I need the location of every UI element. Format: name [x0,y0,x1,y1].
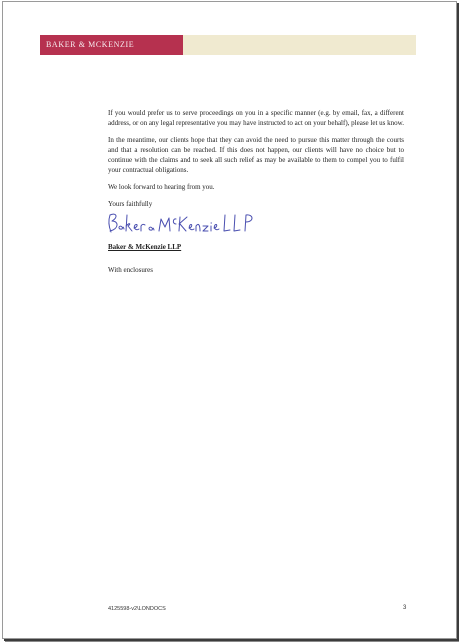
firm-name: Baker & McKenzie LLP [108,243,182,251]
page-number: 3 [403,605,407,611]
paragraph-service-preference: If you would prefer us to serve proceedings on you in a specific manner (e.g. by email, fax, a different address, or on any legal representative you may have instructed to act on your behalf), please let us know. [108,109,404,127]
paragraph-closing-line: We look forward to hearing from you. [108,183,215,191]
complimentary-close: Yours faithfully [108,200,153,208]
document-reference: 4125598-v2\LONDOCS [108,606,166,612]
paragraph-resolution: In the meantime, our clients hope that they can avoid the need to pursue this matter through the courts and that a resolution can be reached. If this does not happen, our clients will have no choice but to continue with the claims and to seek all such relief as may be available to them to compel you to fulfil your contractual obligations. [108,136,404,174]
signature-icon [104,207,274,237]
letter-page [2,1,457,639]
logo-text: BAKER & MCKENZIE [46,40,135,49]
letter-body [108,108,404,275]
letterhead-logo [40,35,183,55]
handwritten-signature [108,213,268,239]
enclosures-note: With enclosures [108,266,154,274]
letterhead-logo-band [40,35,416,55]
